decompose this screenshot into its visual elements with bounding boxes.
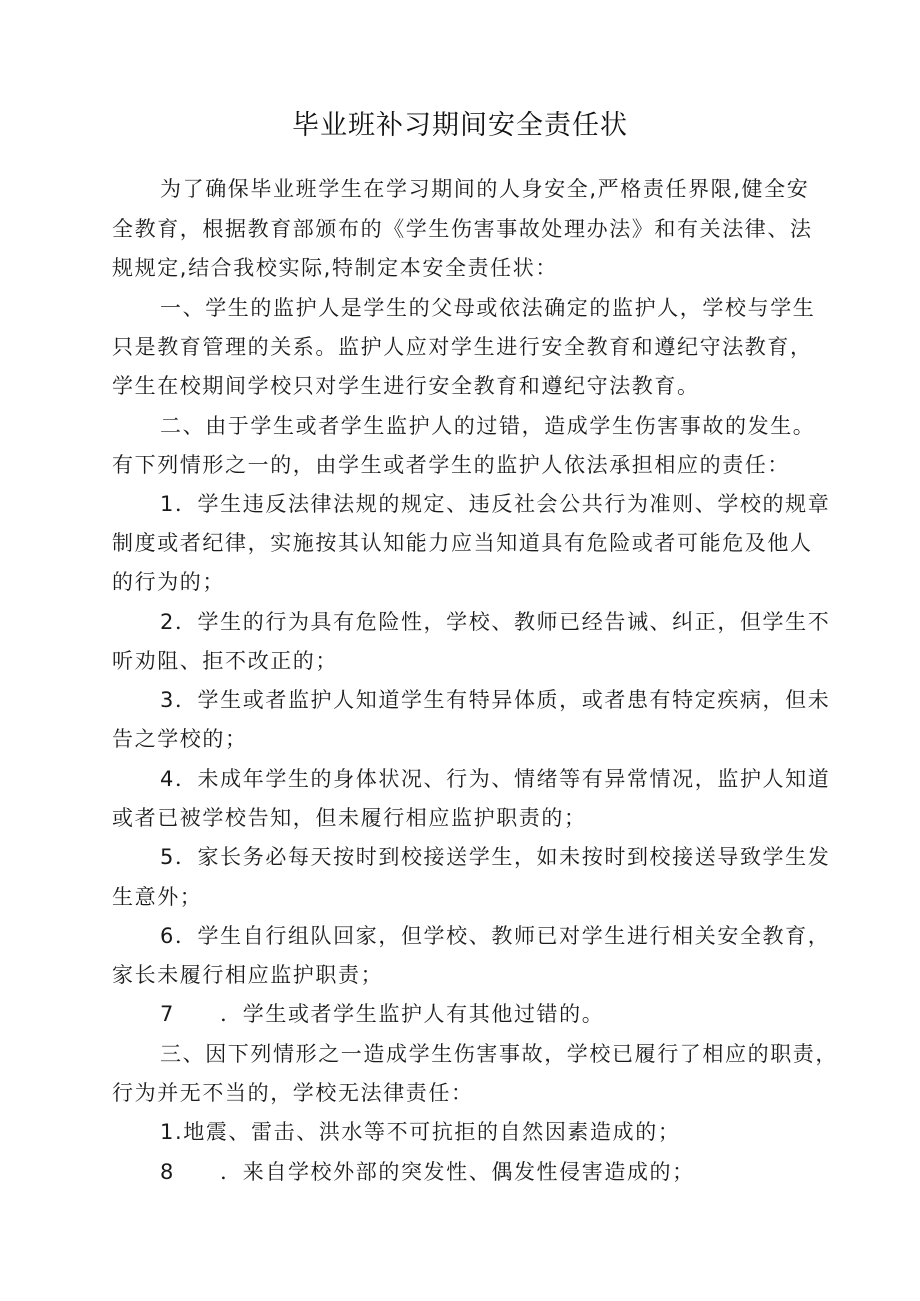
paragraph-line: 行为并无不当的，学校无法律责任： [112, 1081, 474, 1105]
paragraph-line: 一、学生的监护人是学生的父母或依法确定的监护人，学校与学生 [160, 296, 816, 320]
paragraph-line: 有下列情形之一的，由学生或者学生的监护人依法承担相应的责任： [112, 453, 790, 477]
list-item-line: 生意外； [112, 885, 203, 909]
list-item-line: 或者已被学校告知，但未履行相应监护职责的； [112, 806, 587, 830]
list-item-line: 4．未成年学生的身体状况、行为、情绪等有异常情况，监护人知道 [160, 767, 831, 791]
paragraph-line: 为了确保毕业班学生在学习期间的人身安全,严格责任界限,健全安 [160, 177, 810, 201]
list-item-line: 1.地震、雷击、洪水等不可抗拒的自然因素造成的； [160, 1120, 681, 1144]
list-item-line: 1．学生违反法律法规的规定、违反社会公共行为准则、学校的规章 [160, 492, 831, 516]
paragraph-line: 全教育，根据教育部颁布的《学生伤害事故处理办法》和有关法律、法 [112, 217, 813, 241]
paragraph-line: 规规定,结合我校实际,特制定本安全责任状： [112, 256, 558, 280]
paragraph-line: 二、由于学生或者学生监护人的过错，造成学生伤害事故的发生。 [160, 414, 816, 438]
paragraph-line: 只是教育管理的关系。监护人应对学生进行安全教育和遵纪守法教育， [112, 335, 813, 359]
list-item-line: 7 ．学生或者学生监护人有其他过错的。 [160, 1002, 605, 1026]
list-item-line: 的行为的； [112, 570, 225, 594]
list-item-line: 5．家长务必每天按时到校接送学生，如未按时到校接送导致学生发 [160, 845, 831, 869]
paragraph-line: 学生在校期间学校只对学生进行安全教育和遵纪守法教育。 [112, 374, 700, 398]
list-item-line: 6．学生自行组队回家，但学校、教师已对学生进行相关安全教育， [160, 924, 831, 948]
list-item-line: 8 ．来自学校外部的突发性、偶发性侵害造成的； [160, 1160, 695, 1184]
list-item-line: 告之学校的； [112, 727, 248, 751]
list-item-line: 听劝阻、拒不改正的； [112, 649, 338, 673]
paragraph-line: 三、因下列情形之一造成学生伤害事故，学校已履行了相应的职责， [160, 1042, 838, 1066]
list-item-line: 2．学生的行为具有危险性，学校、教师已经告诫、纠正，但学生不 [160, 610, 831, 634]
list-item-line: 3．学生或者监护人知道学生有特异体质，或者患有特定疾病，但未 [160, 688, 831, 712]
list-item-line: 家长未履行相应监护职责； [112, 963, 384, 987]
list-item-line: 制度或者纪律，实施按其认知能力应当知道具有危险或者可能危及他人 [112, 531, 813, 555]
document-title: 毕业班补习期间安全责任状 [292, 110, 628, 141]
